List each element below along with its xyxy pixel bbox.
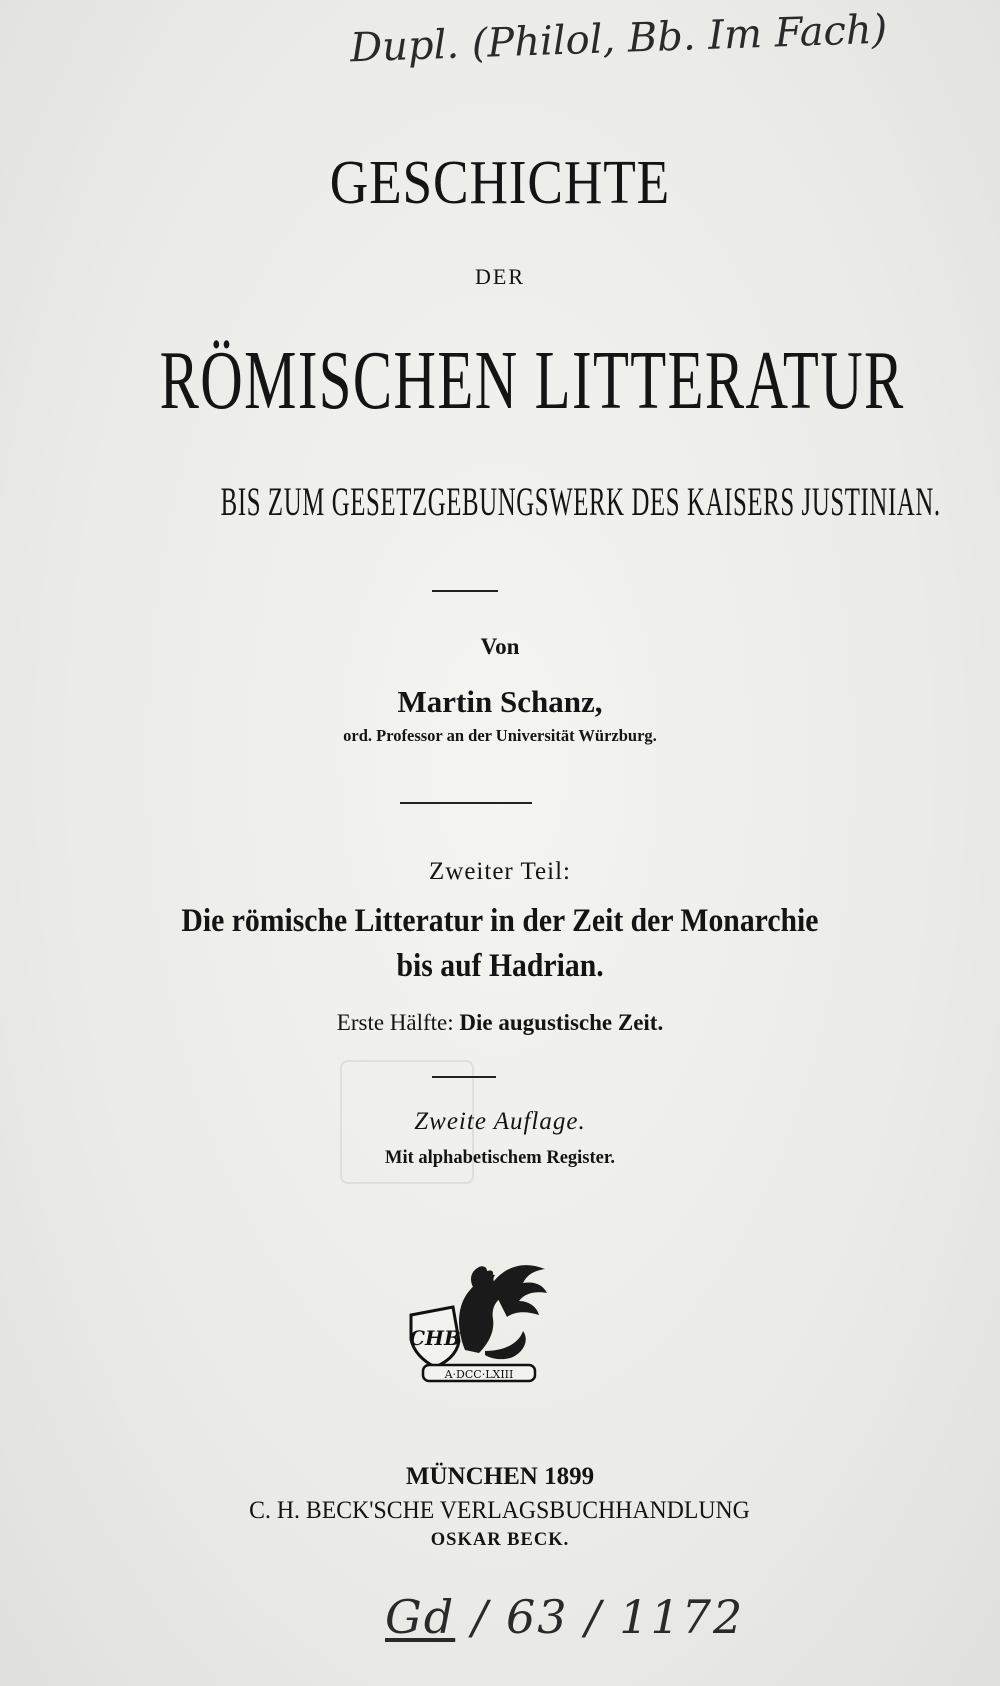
imprint-city-year: MÜNCHEN 1899 [405,1463,595,1490]
author-name: Martin Schanz, [397,684,603,719]
shelfmark-separator: / [455,1590,506,1644]
divider-rule [400,802,532,804]
half-label: Erste Hälfte: [336,1010,454,1035]
part-title-line2 [0,948,1000,985]
shelfmark-separator: / [568,1590,620,1644]
subtitle [0,478,1000,525]
author-von: Von [480,634,520,659]
imprint-publisher-text: C. H. BECK'SCHE VERLAGSBUCHHANDLUNG [249,1497,751,1524]
main-title [0,332,1000,429]
part-label: Zweiter Teil: [429,858,571,885]
shelfmark-part3: 1172 [619,1590,745,1644]
imprint-owner: OSKAR BECK. [430,1530,570,1550]
author-position: ord. Professor an der Universität Würzburg. [343,726,657,745]
publisher-emblem [395,1255,555,1390]
main-title-text: RÖMISCHEN LITTERATUR [159,334,905,427]
shelfmark-part2: 63 [505,1590,569,1644]
title-line-der: DER [475,264,525,289]
edition-label: Zweite Auflage. [414,1108,586,1135]
subtitle-text: BIS ZUM GESETZGEBUNGSWERK DES KAISERS JUSTINIAN. [220,479,941,524]
imprint-publisher [0,1497,1000,1525]
divider-rule [432,590,498,592]
title-line-geschichte [0,148,1000,219]
emblem-year-band: A·DCC·LXIII [444,1368,514,1381]
griffin-shield-icon [395,1255,555,1390]
part-title-line1-text: Die römische Litteratur in der Zeit der Monarchie [181,903,819,939]
handwritten-shelfmark [385,1590,744,1644]
half-title: Die augustische Zeit. [459,1010,664,1035]
register-note: Mit alphabetischem Register. [384,1148,616,1168]
half-line [0,1010,1000,1036]
part-title-line1 [0,903,1000,940]
part-title-line2-text: bis auf Hadrian. [396,948,604,984]
emblem-monogram: CHB [409,1326,461,1350]
handwritten-note: Dupl. (Philol, Bb. Im Fach) [349,6,889,72]
shelfmark-part1: Gd [385,1590,456,1644]
title-line-geschichte-text: GESCHICHTE [329,149,671,217]
divider-rule [432,1076,496,1078]
